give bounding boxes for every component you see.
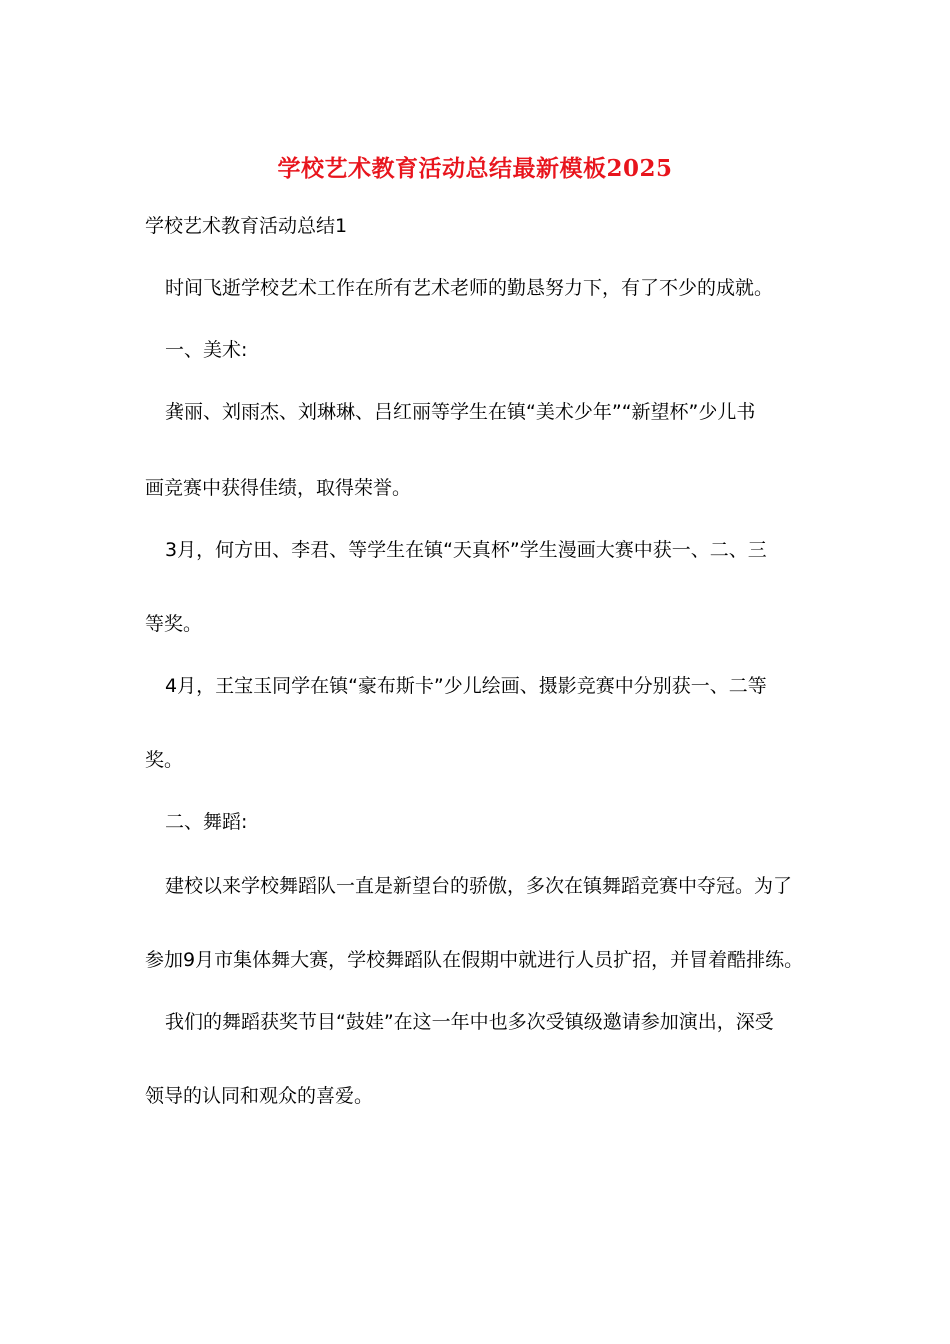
paragraph-line: 建校以来学校舞蹈队一直是新望台的骄傲，多次在镇舞蹈竞赛中夺冠。为了 xyxy=(165,875,793,897)
paragraph-line: 参加9月市集体舞大赛，学校舞蹈队在假期中就进行人员扩招，并冒着酷排练。 xyxy=(145,949,804,971)
paragraph-line: 奖。 xyxy=(145,749,184,771)
paragraph-line: 画竞赛中获得佳绩，取得荣誉。 xyxy=(145,477,412,499)
paragraph-line: 4月，王宝玉同学在镇“豪布斯卡”少儿绘画、摄影竞赛中分别获一、二等 xyxy=(165,675,767,697)
paragraph-line: 时间飞逝学校艺术工作在所有艺术老师的勤恳努力下，有了不少的成就。 xyxy=(165,277,774,299)
section-heading: 学校艺术教育活动总结1 xyxy=(145,215,348,237)
subheading-art: 一、美术: xyxy=(165,339,248,361)
paragraph-line: 龚丽、刘雨杰、刘琳琳、吕红丽等学生在镇“美术少年”“新望杯”少儿书 xyxy=(165,401,756,423)
paragraph-line: 等奖。 xyxy=(145,613,203,635)
paragraph-line: 我们的舞蹈获奖节目“鼓娃”在这一年中也多次受镇级邀请参加演出，深受 xyxy=(165,1011,774,1033)
paragraph-line: 领导的认同和观众的喜爱。 xyxy=(145,1085,374,1107)
paragraph-line: 3月，何方田、李君、等学生在镇“天真杯”学生漫画大赛中获一、二、三 xyxy=(165,539,767,561)
subheading-dance: 二、舞蹈: xyxy=(165,811,248,833)
document-title: 学校艺术教育活动总结最新模板2025 xyxy=(277,155,673,182)
